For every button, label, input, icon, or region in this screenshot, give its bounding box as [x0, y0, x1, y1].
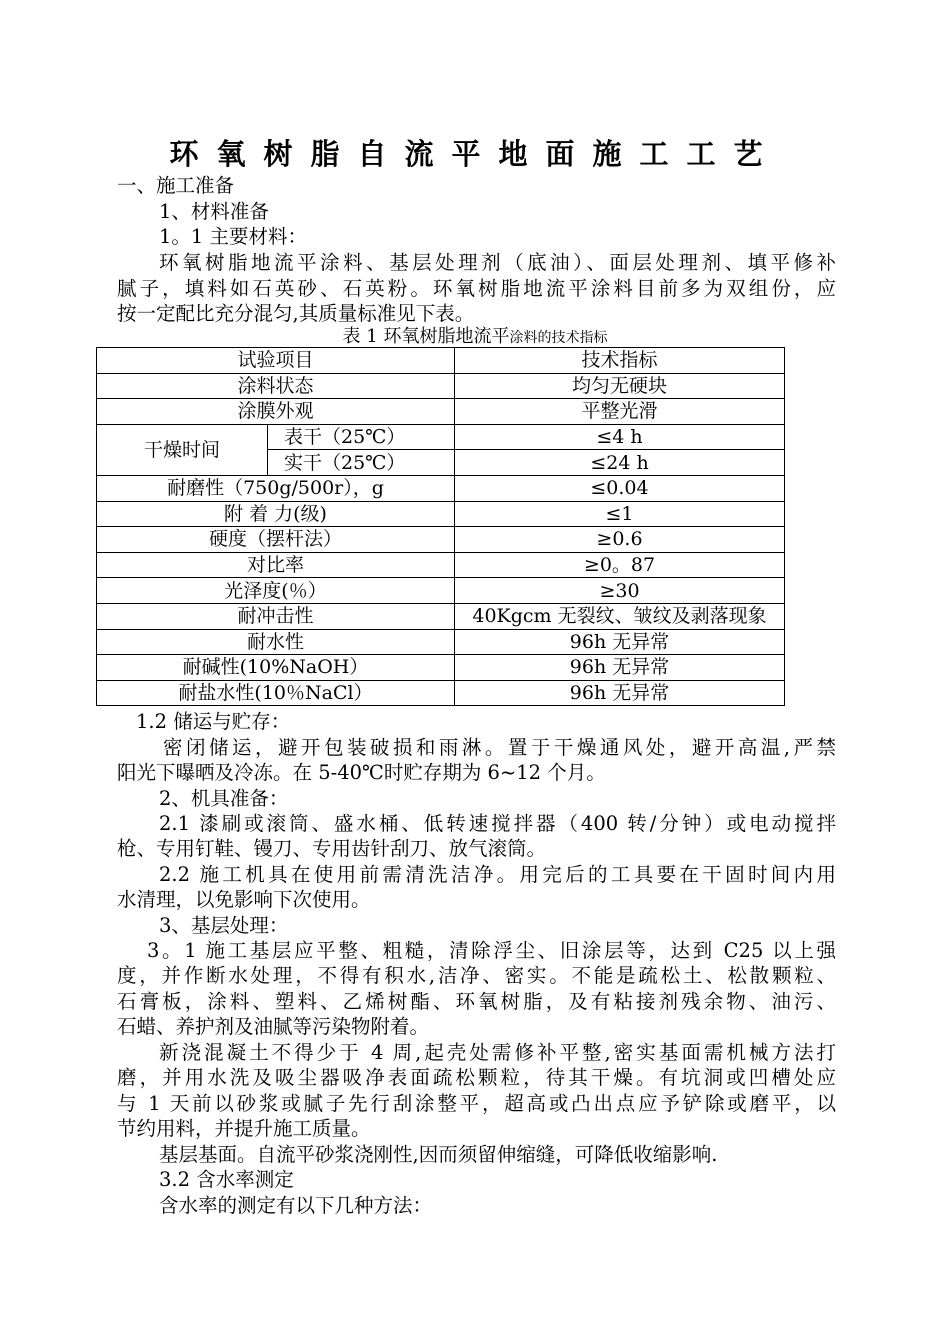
table-cell: 96h 无异常: [455, 680, 785, 706]
table-cell-dry-time: 干燥时间: [97, 424, 268, 475]
table-cell: 96h 无异常: [455, 655, 785, 681]
paragraph-line: 含水率的测定有以下几种方法：: [159, 1194, 433, 1217]
section-heading-prep: 一、施工准备: [117, 174, 235, 197]
table-row: [97, 680, 785, 706]
paragraph-line: 度，并作断水处理，不得有积水,洁净、密实。不能是疏松土、松散颗粒、: [117, 964, 836, 987]
table-header-cell: 试验项目: [97, 348, 455, 374]
table-cell: 附 着 力(级): [97, 501, 455, 527]
document-title: 环氧树脂自流平地面施工工艺: [169, 137, 781, 171]
paragraph-line: 腻子，填料如石英砂、石英粉。环氧树脂地流平涂料目前多为双组份，应: [117, 277, 836, 300]
table-cell: ≤24 h: [455, 450, 785, 476]
paragraph-line: 水清理，以免影响下次使用。: [117, 888, 371, 911]
paragraph-line: 石膏板，涂料、塑料、乙烯树酯、环氧树脂，及有粘接剂残余物、油污、: [117, 990, 836, 1013]
table-cell: ≤1: [455, 501, 785, 527]
paragraph-line: 枪、专用钉鞋、镘刀、专用齿针刮刀、放气滚筒。: [117, 837, 547, 860]
subheading-moisture: 3.2 含水率测定: [159, 1168, 294, 1191]
table-cell: ≤4 h: [455, 424, 785, 450]
table-row: [97, 475, 785, 501]
table-cell: 耐磨性（750g/500r），g: [97, 475, 455, 501]
table-cell: 涂料状态: [97, 373, 455, 399]
table-cell: 耐冲击性: [97, 603, 455, 629]
table-cell: 表干（25℃）: [268, 424, 455, 450]
paragraph-line: 节约用料，并提升施工质量。: [117, 1117, 371, 1140]
paragraph-line: 按一定配比充分混匀,其质量标准见下表。: [117, 302, 475, 325]
table-cell: 均匀无硬块: [455, 373, 785, 399]
table-row: [97, 552, 785, 578]
subheading-main-materials: 1。1 主要材料：: [159, 225, 308, 248]
paragraph-line: 3。1 施工基层应平整、粗糙，清除浮尘、旧涂层等，达到 C25 以上强: [147, 939, 836, 962]
table-row: [97, 578, 785, 604]
table-cell: ≥30: [455, 578, 785, 604]
table-cell: 耐碱性(10%NaOH）: [97, 655, 455, 681]
paragraph-line: 与 1 天前以砂浆或腻子先行刮涂整平，超高或凸出点应予铲除或磨平，以: [117, 1092, 836, 1115]
table-row: [97, 629, 785, 655]
paragraph-line: 石蜡、养护剂及油腻等污染物附着。: [117, 1015, 430, 1038]
paragraph-line: 密闭储运，避开包装破损和雨淋。置于干燥通风处，避开高温,严禁: [163, 736, 836, 759]
spec-table: [96, 347, 785, 706]
table-caption: [0, 326, 950, 349]
subheading-base-treatment: 3、基层处理：: [159, 914, 289, 937]
table-cell: 40Kgcm 无裂纹、皱纹及剥落现象: [455, 603, 785, 629]
table-row: [97, 655, 785, 681]
table-row: [97, 527, 785, 553]
table-caption-small: 涂料的技术指标: [509, 330, 608, 346]
paragraph-line: 环氧树脂地流平涂料、基层处理剂（底油）、面层处理剂、填平修补: [159, 251, 836, 274]
table-cell: 对比率: [97, 552, 455, 578]
paragraph-line: 基层基面。自流平砂浆浇刚性,因而须留伸缩缝，可降低收缩影响.: [159, 1143, 718, 1166]
table-header-row: [97, 348, 785, 374]
table-cell: 耐水性: [97, 629, 455, 655]
table-cell: 96h 无异常: [455, 629, 785, 655]
table-cell: 光泽度(％）: [97, 578, 455, 604]
table-row: [97, 603, 785, 629]
table-cell: ≥0.6: [455, 527, 785, 553]
subheading-materials: 1、材料准备: [159, 200, 269, 223]
table-row: [97, 424, 785, 450]
paragraph-line: 阳光下曝晒及冷冻。在 5-40℃时贮存期为 6~12 个月。: [117, 761, 606, 784]
table-cell: 实干（25℃）: [268, 450, 455, 476]
table-cell: 涂膜外观: [97, 399, 455, 425]
table-row: [97, 373, 785, 399]
table-cell: 耐盐水性(10％NaCl）: [97, 680, 455, 706]
subheading-storage: 1.2 储运与贮存：: [136, 710, 291, 733]
table-cell: 硬度（摆杆法）: [97, 527, 455, 553]
paragraph-line: 2.1 漆刷或滚筒、盛水桶、低转速搅拌器（400 转/分钟）或电动搅拌: [159, 812, 836, 835]
subheading-tools: 2、机具准备：: [159, 787, 289, 810]
table-cell: ≤0.04: [455, 475, 785, 501]
paragraph-line: 磨，并用水洗及吸尘器吸净表面疏松颗粒，待其干燥。有坑洞或凹槽处应: [117, 1066, 836, 1089]
table-row: [97, 399, 785, 425]
paragraph-line: 2.2 施工机具在使用前需清洗洁净。用完后的工具要在干固时间内用: [159, 863, 836, 886]
table-cell: ≥0。87: [455, 552, 785, 578]
paragraph-line: 新浇混凝土不得少于 4 周,起壳处需修补平整,密实基面需机械方法打: [159, 1041, 836, 1064]
table-row: [97, 501, 785, 527]
table-cell: 平整光滑: [455, 399, 785, 425]
table-header-cell: 技术指标: [455, 348, 785, 374]
table-caption-main: 表 1 环氧树脂地流平: [342, 326, 510, 347]
